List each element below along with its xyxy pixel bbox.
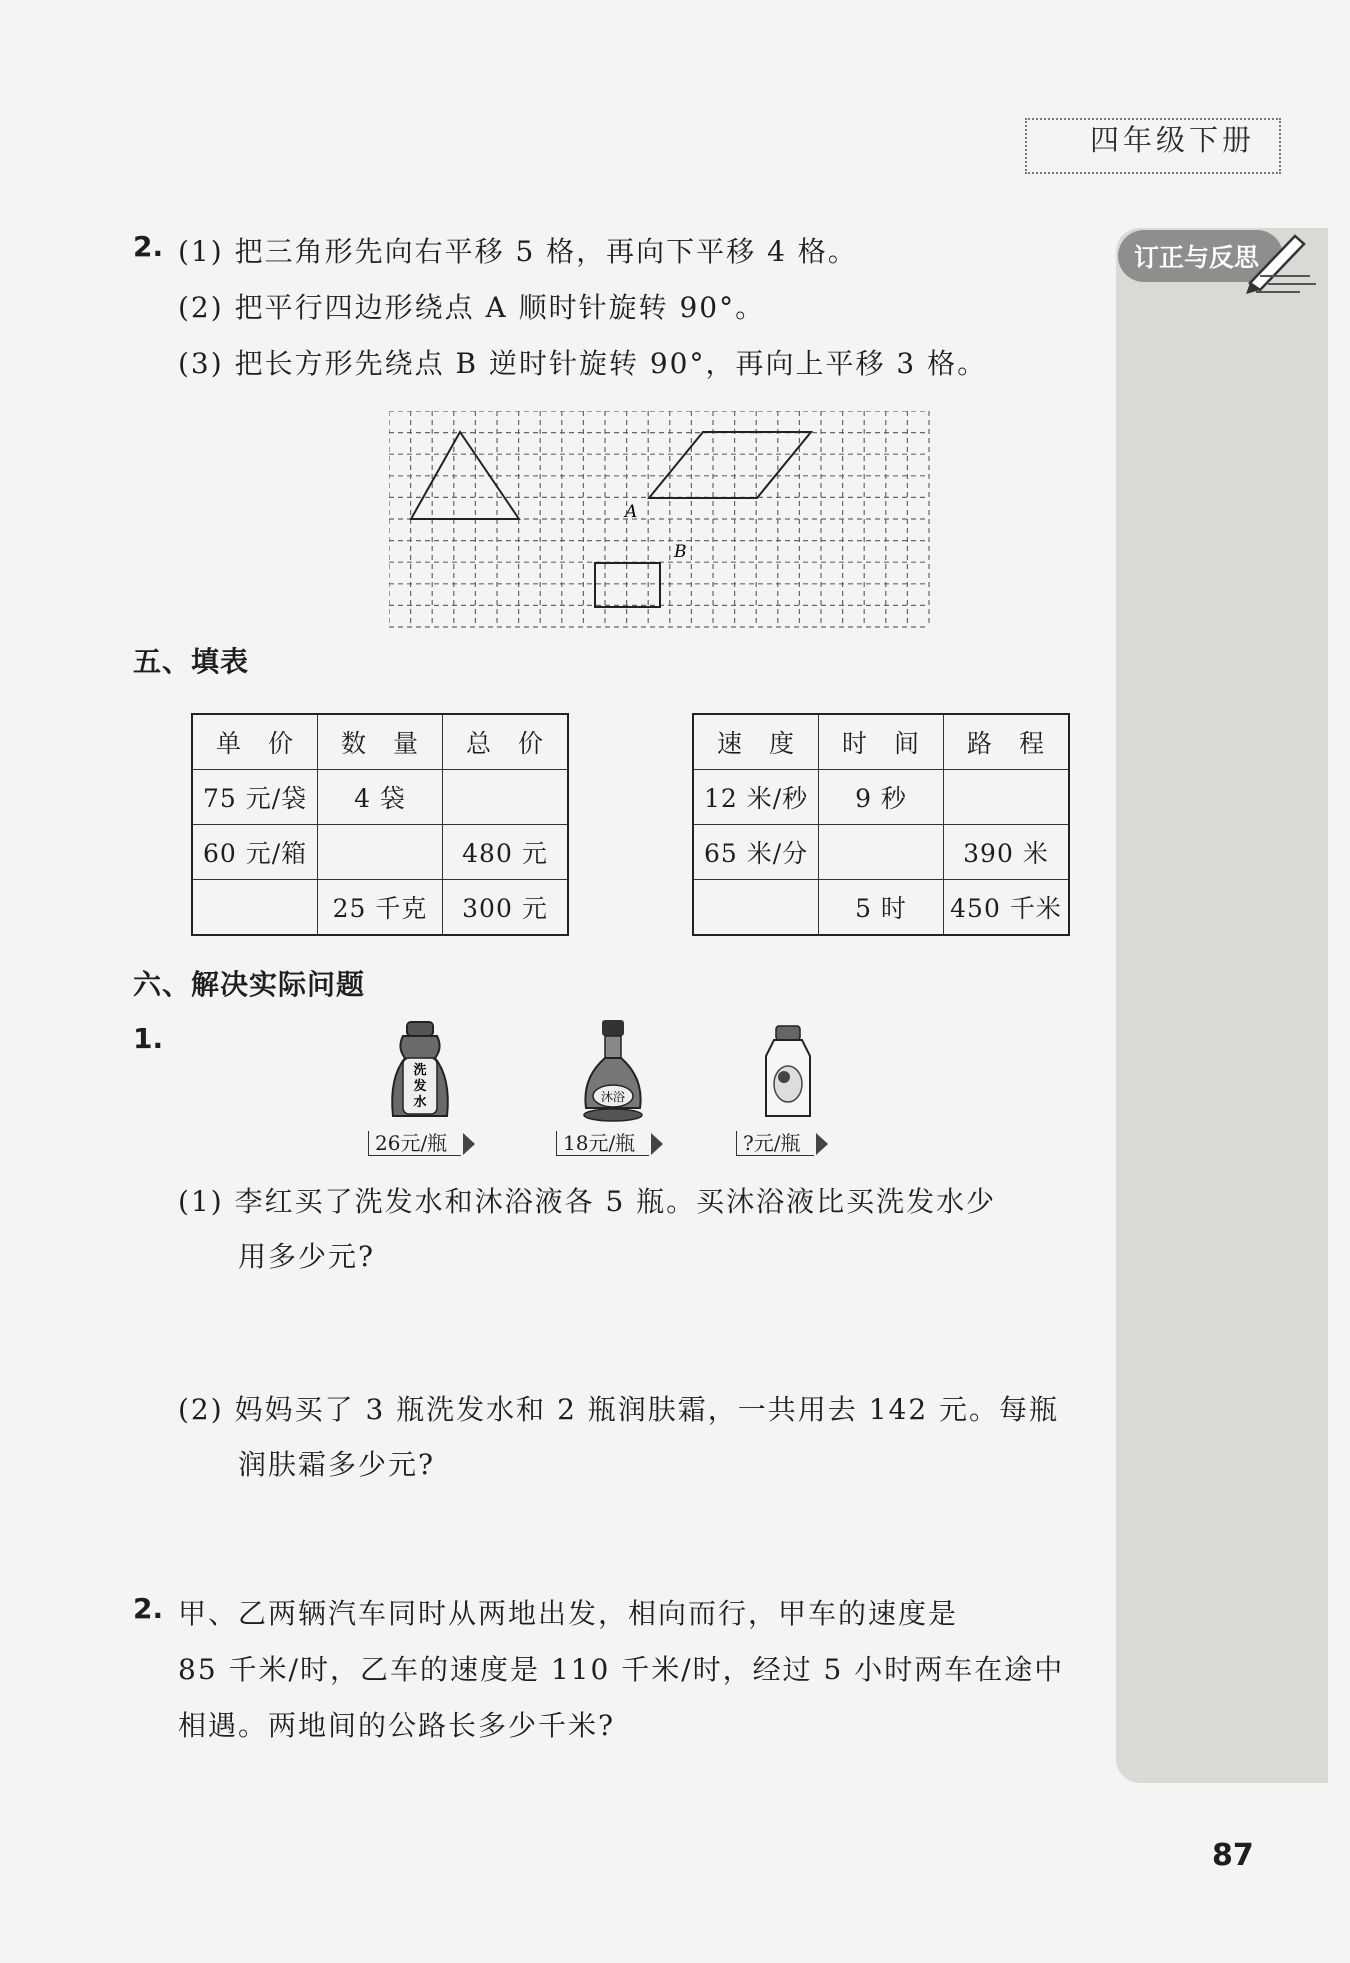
s6-q1-number: 1.	[133, 1022, 164, 1055]
speed-table-header: 时 间	[819, 714, 944, 770]
price-table-cell[interactable]	[443, 770, 569, 825]
price-table-header: 单 价	[192, 714, 318, 770]
price-table-cell[interactable]	[192, 880, 318, 936]
bodywash-label: 沐浴	[600, 1090, 626, 1104]
speed-table	[692, 713, 1070, 936]
price-table	[191, 713, 569, 936]
shampoo-label-3: 水	[413, 1095, 427, 1110]
s6-q2-line1: 甲、乙两辆汽车同时从两地出发，相向而行，甲车的速度是	[178, 1597, 959, 1630]
point-b-label: B	[674, 542, 687, 562]
page-number: 87	[1212, 1838, 1254, 1873]
shampoo-label-2: 发	[413, 1079, 427, 1094]
speed-table-header: 速 度	[693, 714, 819, 770]
price-table-header: 总 价	[443, 714, 569, 770]
price-table-cell: 300 元	[443, 880, 569, 936]
speed-table-cell: 5 时	[819, 880, 944, 936]
price-table-cell[interactable]	[318, 825, 443, 880]
s6-q1-sub1-line2: 用多少元?	[238, 1240, 376, 1273]
pen-icon	[1240, 228, 1320, 298]
q2-number: 2.	[133, 230, 164, 263]
shampoo-price-tag: 26元/瓶	[368, 1131, 461, 1156]
price-table-cell: 60 元/箱	[192, 825, 318, 880]
s6-q2-number: 2.	[133, 1592, 164, 1625]
s6-q1-sub1-line1: (1) 李红买了洗发水和沐浴液各 5 瓶。买沐浴液比买洗发水少	[178, 1185, 997, 1218]
price-table-cell: 480 元	[443, 825, 569, 880]
s6-q1-sub2-line2: 润肤霜多少元?	[238, 1448, 436, 1481]
transform-grid	[389, 411, 930, 629]
speed-table-cell[interactable]	[693, 880, 819, 936]
q2-item-1: (1) 把三角形先向右平移 5 格，再向下平移 4 格。	[178, 235, 858, 268]
price-table-cell: 75 元/袋	[192, 770, 318, 825]
speed-table-cell: 450 千米	[944, 880, 1070, 936]
correction-tab-label: 订正与反思	[1134, 243, 1260, 272]
section5-title: 五、填表	[133, 645, 250, 678]
speed-table-cell: 65 米/分	[693, 825, 819, 880]
s6-q2-line2: 85 千米/时，乙车的速度是 110 千米/时，经过 5 小时两车在途中	[178, 1653, 1065, 1686]
point-a-label: A	[625, 502, 638, 522]
bodywash-bottle-icon	[578, 1018, 648, 1123]
price-table-cell: 4 袋	[318, 770, 443, 825]
q2-item-3: (3) 把长方形先绕点 B 逆时针旋转 90°，再向上平移 3 格。	[178, 347, 988, 380]
bodywash-price-tag: 18元/瓶	[556, 1131, 649, 1156]
grade-label: 四年级下册	[1090, 123, 1256, 157]
speed-table-cell: 12 米/秒	[693, 770, 819, 825]
speed-table-header: 路 程	[944, 714, 1070, 770]
speed-table-cell[interactable]	[944, 770, 1070, 825]
speed-table-cell: 9 秒	[819, 770, 944, 825]
parallelogram-shape	[649, 432, 811, 498]
correction-panel	[1116, 228, 1328, 1783]
price-table-header: 数 量	[318, 714, 443, 770]
speed-table-cell[interactable]	[819, 825, 944, 880]
lotion-bottle-icon	[758, 1022, 818, 1120]
lotion-price-tag: ?元/瓶	[736, 1131, 814, 1156]
price-table-cell: 25 千克	[318, 880, 443, 936]
q2-item-2: (2) 把平行四边形绕点 A 顺时针旋转 90°。	[178, 291, 766, 324]
shampoo-label-1: 洗	[413, 1063, 427, 1078]
s6-q1-sub2-line1: (2) 妈妈买了 3 瓶洗发水和 2 瓶润肤霜，一共用去 142 元。每瓶	[178, 1393, 1060, 1426]
s6-q2-line3: 相遇。两地间的公路长多少千米?	[178, 1709, 616, 1742]
section6-title: 六、解决实际问题	[133, 968, 366, 1001]
speed-table-cell: 390 米	[944, 825, 1070, 880]
shampoo-bottle-icon	[385, 1018, 455, 1123]
